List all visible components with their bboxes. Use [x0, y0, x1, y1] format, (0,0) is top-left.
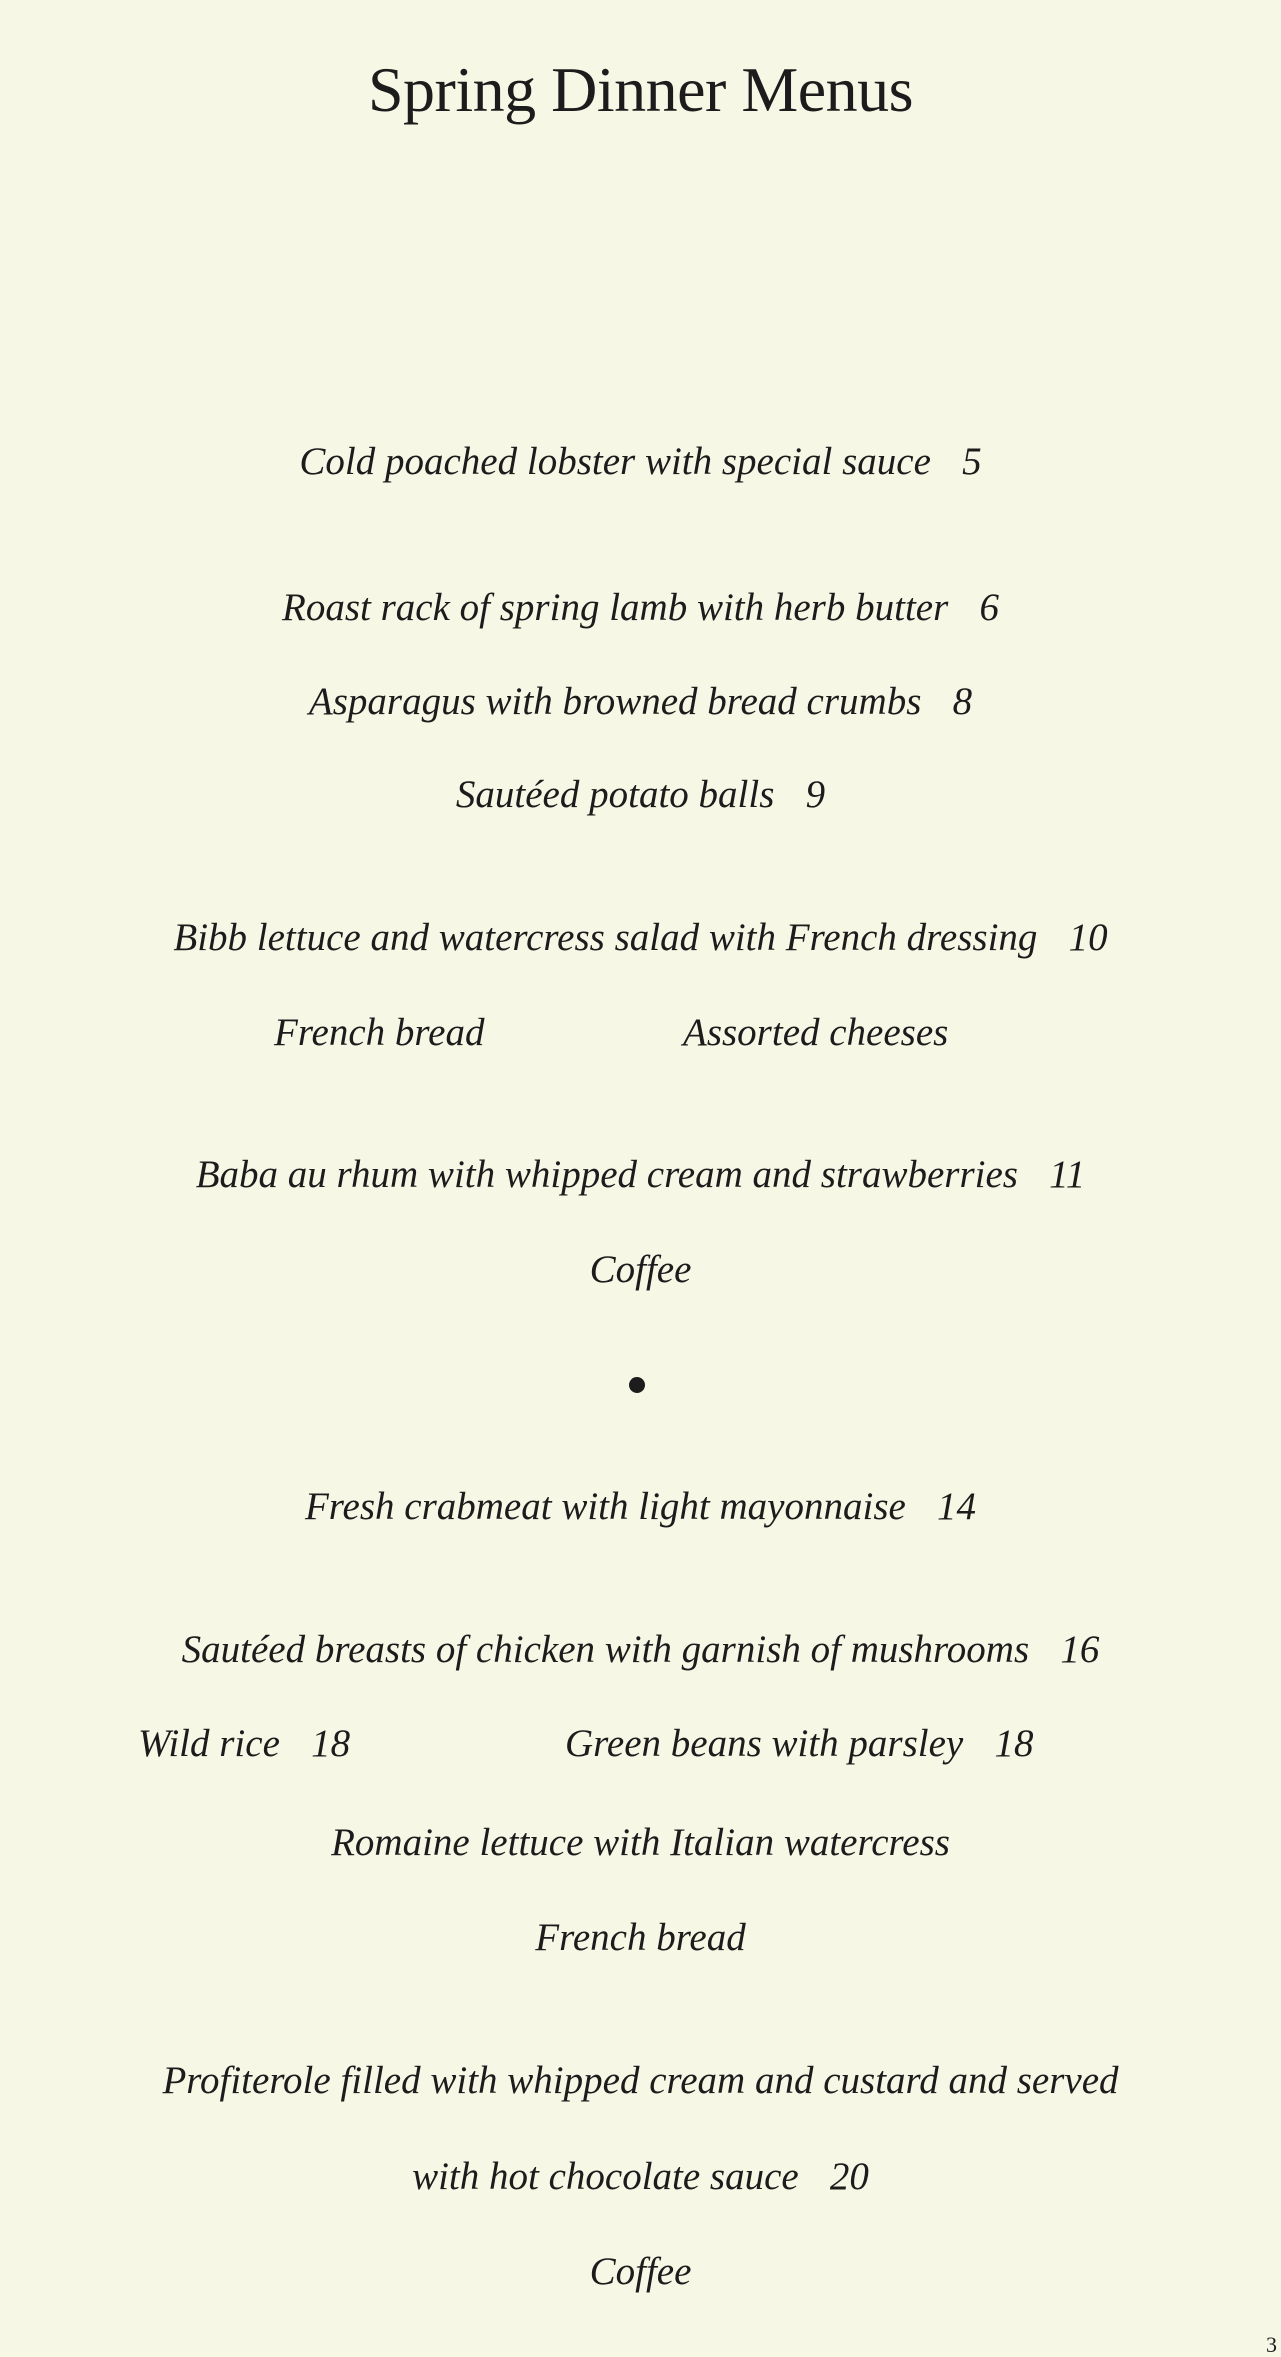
menu-item-text: Wild rice	[138, 1722, 280, 1765]
menu-item-text: Fresh crabmeat with light mayonnaise	[304, 1485, 906, 1528]
menu-item-number: 9	[805, 773, 826, 816]
menu-item-number: 6	[979, 586, 999, 629]
menu-item-number: 14	[937, 1485, 976, 1528]
menu-item-text: with hot chocolate sauce	[412, 2155, 799, 2198]
menu-item-text: Asparagus with browned bread crumbs	[308, 680, 922, 723]
menu-item-potato-balls	[0, 775, 1281, 814]
menu-item-number: 8	[952, 680, 973, 723]
menu-item-text: Baba au rhum with whipped cream and strawberries	[195, 1153, 1018, 1196]
menu-item-coffee: Coffee	[589, 1248, 692, 1291]
menu-item-green-beans	[565, 1724, 1033, 1763]
page-number: 3	[1266, 2332, 1277, 2357]
menu-item-crabmeat	[0, 1487, 1281, 1526]
menu-item-text: Sautéed potato balls	[455, 773, 775, 816]
menu-item-number: 11	[1049, 1153, 1086, 1196]
menu-item-text: Green beans with parsley	[565, 1722, 964, 1765]
menu-item-salad	[0, 918, 1281, 957]
menu-item-lamb	[0, 588, 1281, 627]
menu-item-profiterole-cont	[0, 2157, 1281, 2196]
menu-item-text: Cold poached lobster with special sauce	[299, 440, 931, 483]
menu-item-number: 5	[962, 440, 982, 483]
menu-item-number: 18	[311, 1722, 351, 1765]
menu-item-number: 18	[994, 1722, 1034, 1765]
menu-item-number: 10	[1068, 916, 1108, 959]
menu-item-text: Bibb lettuce and watercress salad with French dressing	[173, 916, 1038, 959]
menu-item-number: 20	[829, 2155, 869, 2198]
menu-item-asparagus	[0, 682, 1281, 721]
menu-item-coffee-2: Coffee	[589, 2250, 692, 2293]
menu-item-baba-au-rhum	[0, 1155, 1281, 1194]
menu-item-chicken	[0, 1630, 1281, 1669]
menu-item-number: 16	[1060, 1628, 1100, 1671]
page-title: Spring Dinner Menus	[367, 54, 914, 125]
menu-item-wild-rice	[138, 1724, 350, 1763]
menu-item-text: Sautéed breasts of chicken with garnish of mushrooms	[181, 1628, 1030, 1671]
menu-item-french-bread: French bread	[274, 1011, 485, 1054]
menu-item-text: Roast rack of spring lamb with herb butter	[282, 586, 949, 629]
menu-item-profiterole: Profiterole filled with whipped cream and custard and served	[162, 2059, 1119, 2102]
menu-item-cheeses: Assorted cheeses	[683, 1011, 949, 1054]
menu-item-french-bread-2: French bread	[535, 1916, 746, 1959]
menu-item-lobster	[0, 442, 1281, 481]
menu-item-romaine: Romaine lettuce with Italian watercress	[331, 1821, 950, 1864]
section-divider-bullet	[629, 1377, 645, 1393]
